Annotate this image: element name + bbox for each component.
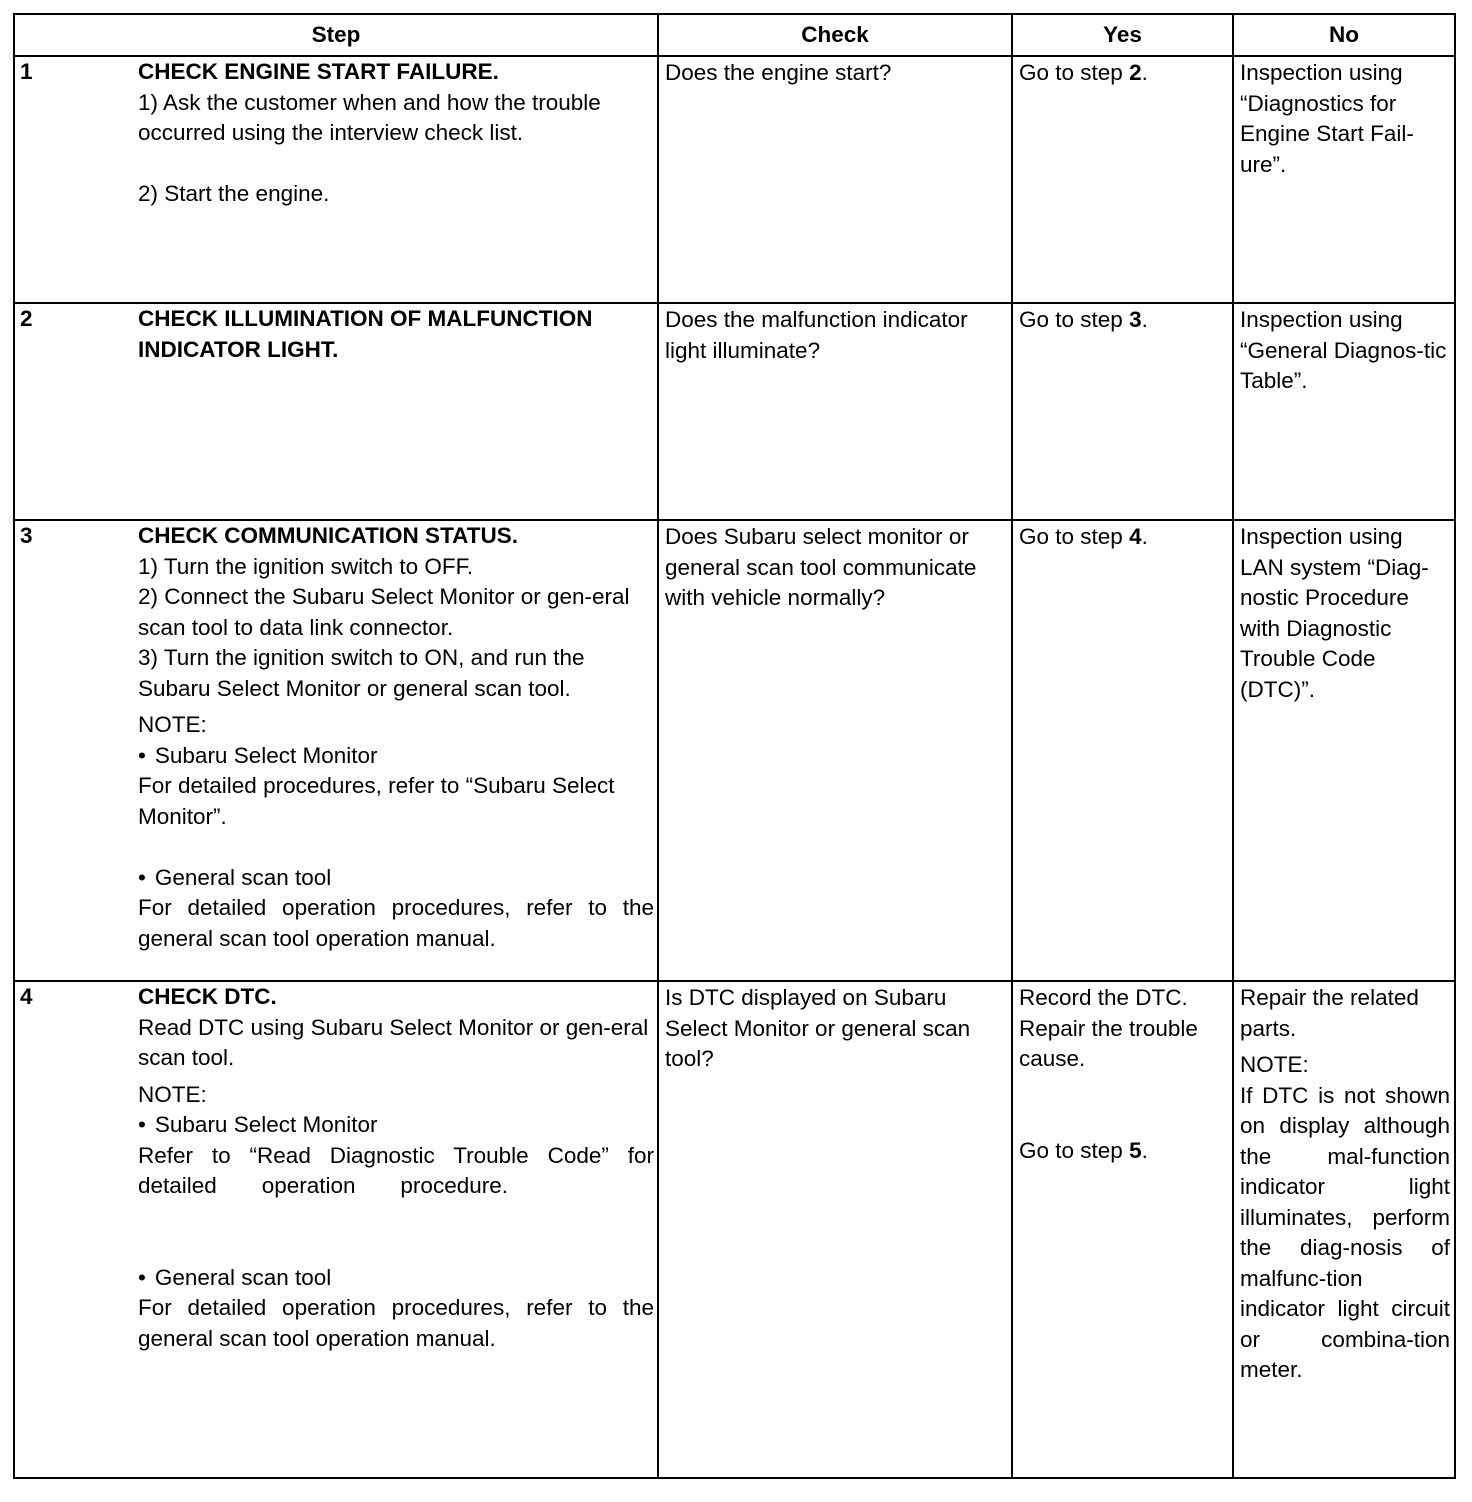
- check-text: Is DTC displayed on Subaru Select Monitor or general scan tool?: [665, 985, 971, 1071]
- table-row: [14, 520, 1455, 981]
- yes-step-link[interactable]: 3: [1129, 307, 1142, 332]
- yes-prefix: Go to step: [1019, 524, 1130, 549]
- no-cell: [1233, 303, 1455, 520]
- yes-cell: [1012, 303, 1233, 520]
- step-title: CHECK ILLUMINATION OF MALFUNCTION INDICATOR LIGHT.: [138, 306, 593, 362]
- step-instruction: 2) Connect the Subaru Select Monitor or gen-eral scan tool to data link connector.: [138, 584, 630, 640]
- no-text: Inspection using “General Diagnos-tic Table”.: [1240, 307, 1447, 393]
- note-text: Refer to “Read Diagnostic Trouble Code” for: [138, 1142, 654, 1168]
- yes-suffix: .: [1141, 1137, 1148, 1163]
- note-label: NOTE:: [138, 712, 207, 737]
- header-check: Check: [658, 14, 1012, 56]
- note-label: NOTE:: [1240, 1052, 1309, 1077]
- check-cell: [658, 56, 1012, 303]
- step-title: CHECK ENGINE START FAILURE.: [138, 59, 499, 84]
- no-text: Inspection using LAN system “Diag-nostic Procedure with Diagnostic Trouble Code (DTC)”.: [1240, 524, 1429, 702]
- note-text: For detailed procedures, refer to “Subaru Select Monitor”.: [138, 773, 615, 829]
- step-number: 1: [20, 59, 33, 84]
- step-number: 2: [20, 306, 33, 331]
- no-cell: [1233, 520, 1455, 981]
- step-number: 3: [20, 523, 33, 548]
- step-instruction: 2) Start the engine.: [138, 181, 330, 206]
- check-cell: [658, 981, 1012, 1478]
- check-text: Does the engine start?: [665, 60, 892, 85]
- yes-prefix: Go to step: [1019, 1137, 1130, 1163]
- table-row: [14, 56, 1455, 303]
- step-title: CHECK COMMUNICATION STATUS.: [138, 523, 518, 548]
- check-text: Does Subaru select monitor or general scan tool communicate with vehicle normally?: [665, 524, 977, 610]
- yes-suffix: .: [1141, 524, 1148, 549]
- yes-text: Record the DTC. Repair the trouble cause.: [1019, 985, 1198, 1071]
- step-cell: [14, 520, 658, 981]
- table-header-row: [14, 14, 1455, 56]
- note-text: For detailed operation procedures, refer to the general scan tool operation manual.: [138, 1295, 654, 1351]
- step-instruction: 1) Ask the customer when and how the trouble occurred using the interview check list.: [138, 89, 601, 145]
- yes-prefix: Go to step: [1019, 60, 1130, 85]
- step-cell: [14, 981, 658, 1478]
- diagnostic-table: [13, 13, 1456, 1479]
- yes-suffix: .: [1141, 60, 1148, 85]
- yes-cell: [1012, 520, 1233, 981]
- table-row: [14, 981, 1455, 1478]
- step-instruction: Read DTC using Subaru Select Monitor or gen-eral scan tool.: [138, 1014, 649, 1070]
- step-cell: [14, 303, 658, 520]
- no-text: Inspection using “Diagnostics for Engine Start Fail-ure”.: [1240, 60, 1414, 177]
- no-note-text: If DTC is not shown on display although the mal-function indicator light illuminates, perform the diag-nosis of malfunc-tion indicator light circuit or combina-tion meter.: [1240, 1082, 1450, 1382]
- step-cell: [14, 56, 658, 303]
- check-cell: [658, 520, 1012, 981]
- step-number: 4: [20, 984, 33, 1009]
- note-text: For detailed operation procedures, refer to the general scan tool operation manual.: [138, 895, 654, 951]
- note-bullet: • General scan tool: [138, 863, 654, 894]
- note-bullet: • General scan tool: [138, 1263, 654, 1294]
- no-cell: [1233, 981, 1455, 1478]
- yes-cell: [1012, 56, 1233, 303]
- header-no: No: [1233, 14, 1455, 56]
- check-cell: [658, 303, 1012, 520]
- table-row: [14, 303, 1455, 520]
- yes-step-link[interactable]: 4: [1129, 524, 1142, 549]
- note-bullet: • Subaru Select Monitor: [138, 1110, 654, 1141]
- note-label: NOTE:: [138, 1081, 207, 1107]
- check-text: Does the malfunction indicator light illuminate?: [665, 307, 968, 363]
- yes-step-link[interactable]: 5: [1129, 1137, 1142, 1163]
- no-cell: [1233, 56, 1455, 303]
- note-text: detailed operation procedure.: [138, 1173, 508, 1198]
- step-instruction: 1) Turn the ignition switch to OFF.: [138, 553, 474, 579]
- yes-suffix: .: [1141, 307, 1148, 332]
- step-instruction: 3) Turn the ignition switch to ON, and run the Subaru Select Monitor or general scan tool.: [138, 645, 585, 701]
- no-text: Repair the related parts.: [1240, 985, 1419, 1041]
- step-title: CHECK DTC.: [138, 984, 277, 1009]
- yes-cell: [1012, 981, 1233, 1478]
- yes-step-link[interactable]: 2: [1129, 60, 1142, 85]
- header-step: Step: [14, 14, 658, 56]
- yes-prefix: Go to step: [1019, 307, 1130, 332]
- header-yes: Yes: [1012, 14, 1233, 56]
- note-bullet: • Subaru Select Monitor: [138, 741, 654, 772]
